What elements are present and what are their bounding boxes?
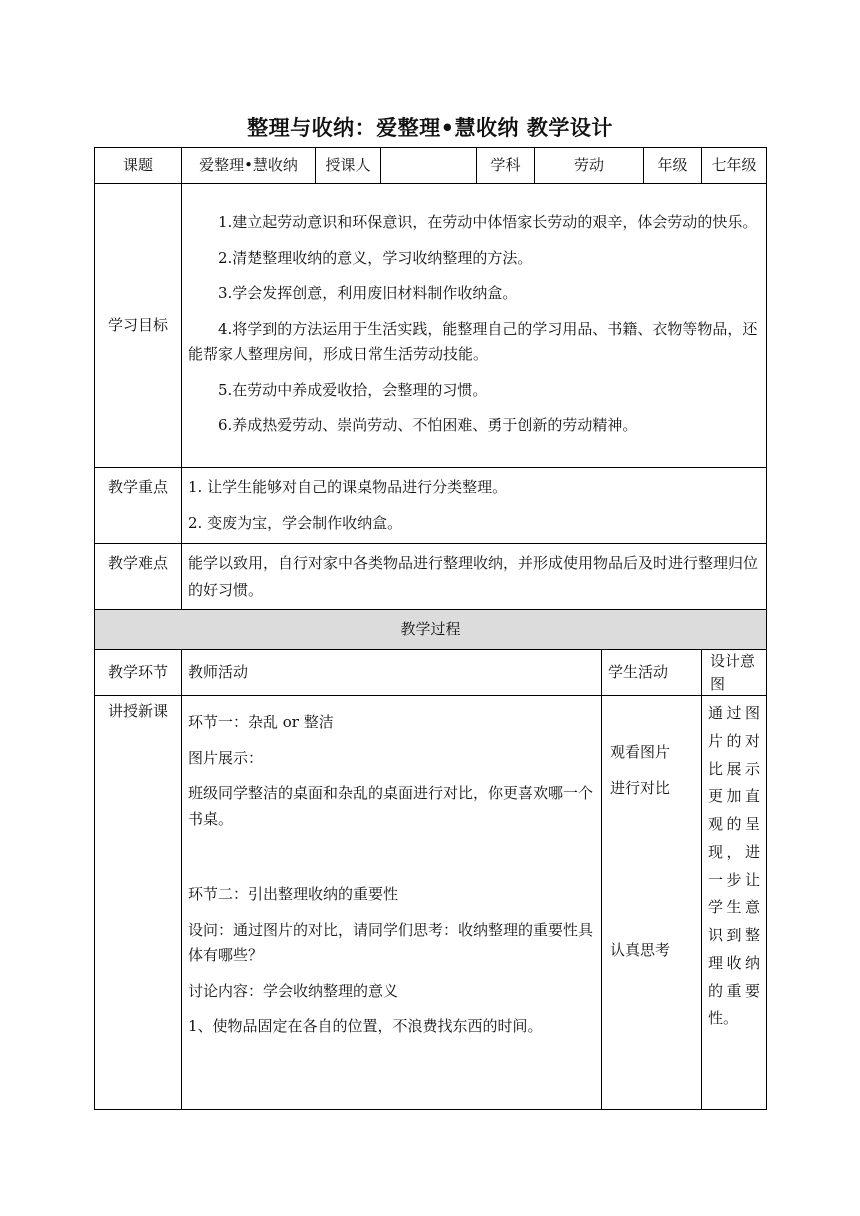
key-point-item: 2. 变废为宝，学会制作收纳盒。 — [188, 513, 403, 532]
teacher-line: 图片展示： — [188, 748, 264, 767]
teacher-line: 设问：通过图片的对比，请同学们思考：收纳整理的重要性具体有哪些？ — [188, 920, 594, 964]
teacher-label: 授课人 — [316, 148, 381, 184]
teacher-value — [381, 148, 477, 184]
teacher-line: 1、使物品固定在各自的位置，不浪费找东西的时间。 — [188, 1017, 543, 1035]
objectives-content — [182, 184, 767, 468]
difficulties-row — [95, 544, 767, 610]
subject-value: 劳动 — [535, 148, 644, 184]
stage-column-header: 教学环节 — [95, 650, 182, 696]
key-points-label: 教学重点 — [95, 468, 182, 544]
intent-column-header: 设计意图 — [702, 650, 767, 696]
process-title: 教学过程 — [95, 610, 767, 650]
teacher-line: 讨论内容：学会收纳整理的意义 — [188, 981, 399, 1000]
student-activity: 认真思考 — [610, 941, 671, 959]
header-row — [95, 148, 767, 184]
stage-cell: 讲授新课 — [95, 696, 182, 1110]
student-activity-column-header: 学生活动 — [602, 650, 702, 696]
process-row — [95, 696, 767, 1110]
teacher-activity-cell — [182, 696, 602, 1110]
topic-label: 课题 — [95, 148, 182, 184]
objective-item: 4.将学到的方法运用于生活实践，能整理自己的学习用品、书籍、衣物等物品，还能帮家人整理房间，形成日常生活劳动技能。 — [188, 319, 758, 364]
objective-item: 2.清楚整理收纳的意义，学习收纳整理的方法。 — [218, 248, 533, 267]
objective-item: 6.养成热爱劳动、崇尚劳动、不怕困难、勇于创新的劳动精神。 — [218, 416, 638, 435]
student-activity: 进行对比 — [610, 779, 671, 797]
teacher-line: 班级同学整洁的桌面和杂乱的桌面进行对比，你更喜欢哪一个书桌。 — [188, 784, 594, 828]
difficulties-content: 能学以致用，自行对家中各类物品进行整理收纳，并形成使用物品后及时进行整理归位的好习惯。 — [182, 544, 767, 610]
design-intent-cell: 通过图片的对比展示更加直观的呈现，进一步让学生意识到整理收纳的重要性。 — [702, 696, 767, 1110]
teacher-line: 环节一：杂乱 or 整洁 — [188, 713, 334, 731]
process-header-row — [95, 650, 767, 696]
lesson-plan-table — [94, 147, 767, 1110]
subject-label: 学科 — [477, 148, 535, 184]
teacher-line: 环节二：引出整理收纳的重要性 — [188, 885, 399, 903]
student-activity-cell — [602, 696, 702, 1110]
process-title-row — [95, 610, 767, 650]
student-activity: 观看图片 — [610, 743, 671, 761]
objective-item: 1.建立起劳动意识和环保意识，在劳动中体悟家长劳动的艰辛，体会劳动的快乐。 — [218, 213, 758, 232]
objectives-row — [95, 184, 767, 468]
key-points-row — [95, 468, 767, 544]
teacher-activity-column-header: 教师活动 — [182, 650, 602, 696]
page-title: 整理与收纳：爱整理•慧收纳 教学设计 — [247, 116, 613, 140]
difficulties-label: 教学难点 — [95, 544, 182, 610]
key-point-item: 1. 让学生能够对自己的课桌物品进行分类整理。 — [188, 478, 508, 496]
key-points-content — [182, 468, 767, 544]
objective-item: 5.在劳动中养成爱收拾，会整理的习惯。 — [218, 380, 488, 399]
topic-value: 爱整理•慧收纳 — [182, 148, 316, 184]
grade-label: 年级 — [644, 148, 702, 184]
grade-value: 七年级 — [702, 148, 767, 184]
spacer — [188, 842, 595, 882]
objectives-label: 学习目标 — [95, 184, 182, 468]
objective-item: 3.学会发挥创意，利用废旧材料制作收纳盒。 — [218, 284, 518, 303]
